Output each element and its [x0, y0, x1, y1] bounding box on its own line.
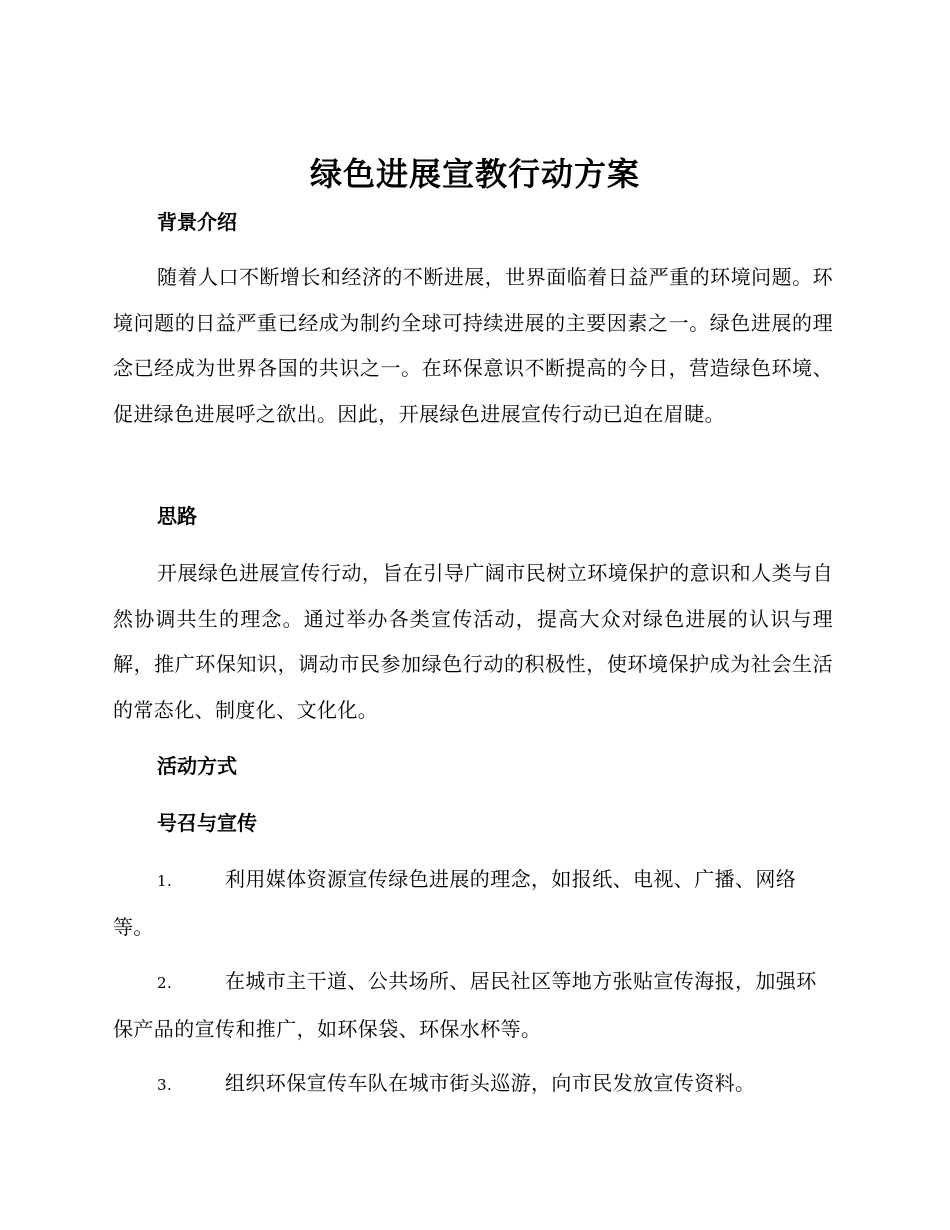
section-heading-activities: 活动方式	[157, 754, 237, 778]
section-heading-approach: 思路	[157, 504, 197, 528]
list-item	[113, 857, 833, 950]
list-item	[113, 959, 833, 1052]
list-item-number: 2.	[157, 974, 173, 992]
list-item-number: 3.	[157, 1076, 173, 1094]
section-heading-promotion: 号召与宣传	[157, 811, 257, 835]
list-item-text: 在城市主干道、公共场所、居民社区等地方张贴宣传海报，加强环保产品的宣传和推广，如环保袋、环保水杯等。	[113, 969, 817, 1041]
list-item-text: 利用媒体资源宣传绿色进展的理念，如报纸、电视、广播、网络等。	[113, 867, 797, 939]
approach-paragraph: 开展绿色进展宣传行动，旨在引导广阔市民树立环境保护的意识和人类与自然协调共生的理念。通过举办各类宣传活动，提高大众对绿色进展的认识与理解，推广环保知识，调动市民参加绿色行动的积极性，使环境保护成为社会生活的常态化、制度化、文化化。	[113, 561, 833, 722]
section-heading-background: 背景介绍	[157, 210, 237, 234]
background-paragraph: 随着人口不断增长和经济的不断进展，世界面临着日益严重的环境问题。环境问题的日益严重已经成为制约全球可持续进展的主要因素之一。绿色进展的理念已经成为世界各国的共识之一。在环保意识不断提高的今日，营造绿色环境、促进绿色进展呼之欲出。因此，开展绿色进展宣传行动已迫在眉睫。	[113, 265, 833, 426]
document-title: 绿色进展宣教行动方案	[309, 155, 640, 193]
list-item	[113, 1061, 833, 1109]
list-item-number: 1.	[157, 872, 173, 890]
list-item-text: 组织环保宣传车队在城市街头巡游，向市民发放宣传资料。	[225, 1071, 756, 1095]
